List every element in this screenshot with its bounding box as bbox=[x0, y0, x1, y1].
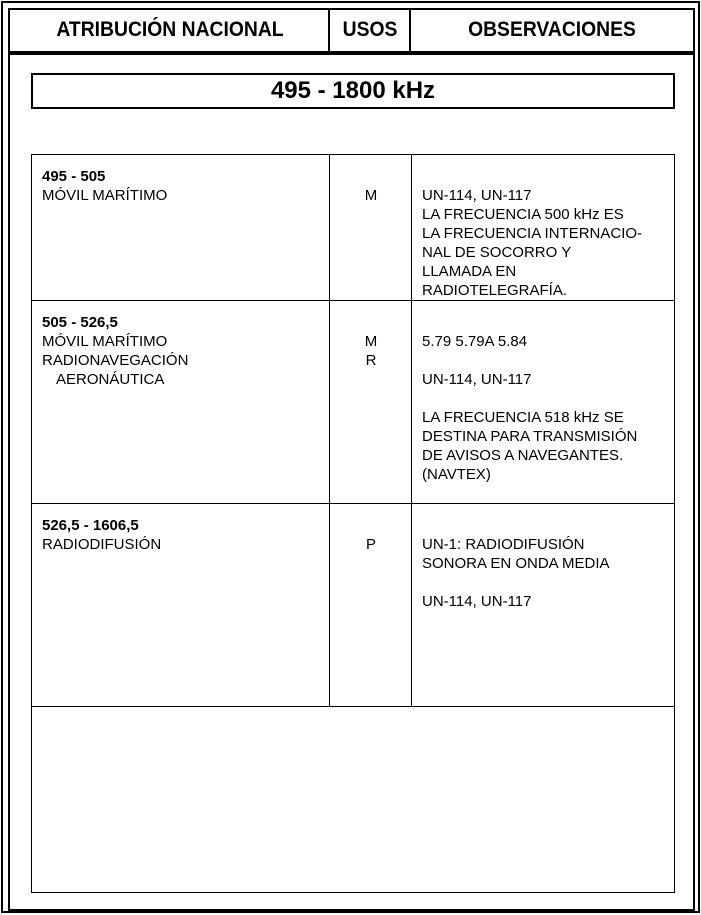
frequency-range: 495 - 505 bbox=[42, 168, 106, 185]
header-observaciones: OBSERVACIONES bbox=[468, 17, 636, 41]
observation-line: LA FRECUENCIA 500 kHz ES bbox=[422, 206, 624, 223]
service-name: MÓVIL MARÍTIMO bbox=[42, 333, 168, 350]
uses-cell bbox=[331, 186, 411, 205]
observation-block bbox=[422, 332, 672, 351]
observations-cell bbox=[422, 332, 672, 484]
observations-cell bbox=[422, 535, 672, 611]
observation-line: DESTINA PARA TRANSMISIÓN bbox=[422, 428, 638, 445]
frequency-range: 505 - 526,5 bbox=[42, 314, 118, 331]
observation-block bbox=[422, 370, 672, 389]
header-divider bbox=[409, 8, 411, 51]
observation-line: UN-114, UN-117 bbox=[422, 593, 532, 610]
header-divider bbox=[328, 8, 330, 51]
column-divider bbox=[329, 155, 330, 706]
table-row bbox=[32, 155, 674, 301]
observation-line: UN-114, UN-117 bbox=[422, 371, 532, 388]
table-row bbox=[32, 301, 674, 504]
service-name: RADIONAVEGACIÓN bbox=[42, 352, 189, 369]
observation-line: UN-114, UN-117 bbox=[422, 187, 532, 204]
table-row bbox=[32, 504, 674, 707]
observation-line: LA FRECUENCIA 518 kHz SE bbox=[422, 409, 624, 426]
allocation-cell bbox=[42, 313, 188, 389]
observation-line: RADIOTELEGRAFÍA. bbox=[422, 282, 568, 299]
observation-line: LA FRECUENCIA INTERNACIO- bbox=[422, 225, 643, 242]
allocation-cell bbox=[42, 167, 167, 205]
use-code: P bbox=[365, 536, 376, 553]
frequency-range: 526,5 - 1606,5 bbox=[42, 517, 139, 534]
column-divider bbox=[411, 155, 412, 706]
observation-line: (NAVTEX) bbox=[422, 466, 491, 483]
observation-line: DE AVISOS A NAVEGANTES. bbox=[422, 447, 624, 464]
observation-block bbox=[422, 186, 672, 300]
allocation-table bbox=[31, 154, 675, 893]
observation-line: 5.79 5.79A 5.84 bbox=[422, 333, 528, 350]
observations-cell bbox=[422, 186, 672, 300]
observation-line: SONORA EN ONDA MEDIA bbox=[422, 555, 610, 572]
frequency-band-title: 495 - 1800 kHz bbox=[31, 73, 675, 109]
service-name: MÓVIL MARÍTIMO bbox=[42, 187, 168, 204]
allocation-cell bbox=[42, 516, 161, 554]
service-name: RADIODIFUSIÓN bbox=[42, 536, 162, 553]
use-code: M bbox=[364, 187, 378, 204]
uses-cell bbox=[331, 332, 411, 370]
service-name: AERONÁUTICA bbox=[56, 371, 165, 388]
observation-line: LLAMADA EN bbox=[422, 263, 517, 280]
observation-line: UN-1: RADIODIFUSIÓN bbox=[422, 536, 585, 553]
observation-block bbox=[422, 592, 672, 611]
use-code: R bbox=[365, 352, 377, 369]
uses-cell bbox=[331, 535, 411, 554]
observation-block bbox=[422, 535, 672, 573]
header-atribucion: ATRIBUCIÓN NACIONAL bbox=[56, 17, 284, 41]
observation-line: NAL DE SOCORRO Y bbox=[422, 244, 572, 261]
use-code: M bbox=[364, 333, 378, 350]
header-usos: USOS bbox=[342, 17, 398, 41]
observation-block bbox=[422, 408, 672, 484]
table-header bbox=[8, 8, 695, 55]
